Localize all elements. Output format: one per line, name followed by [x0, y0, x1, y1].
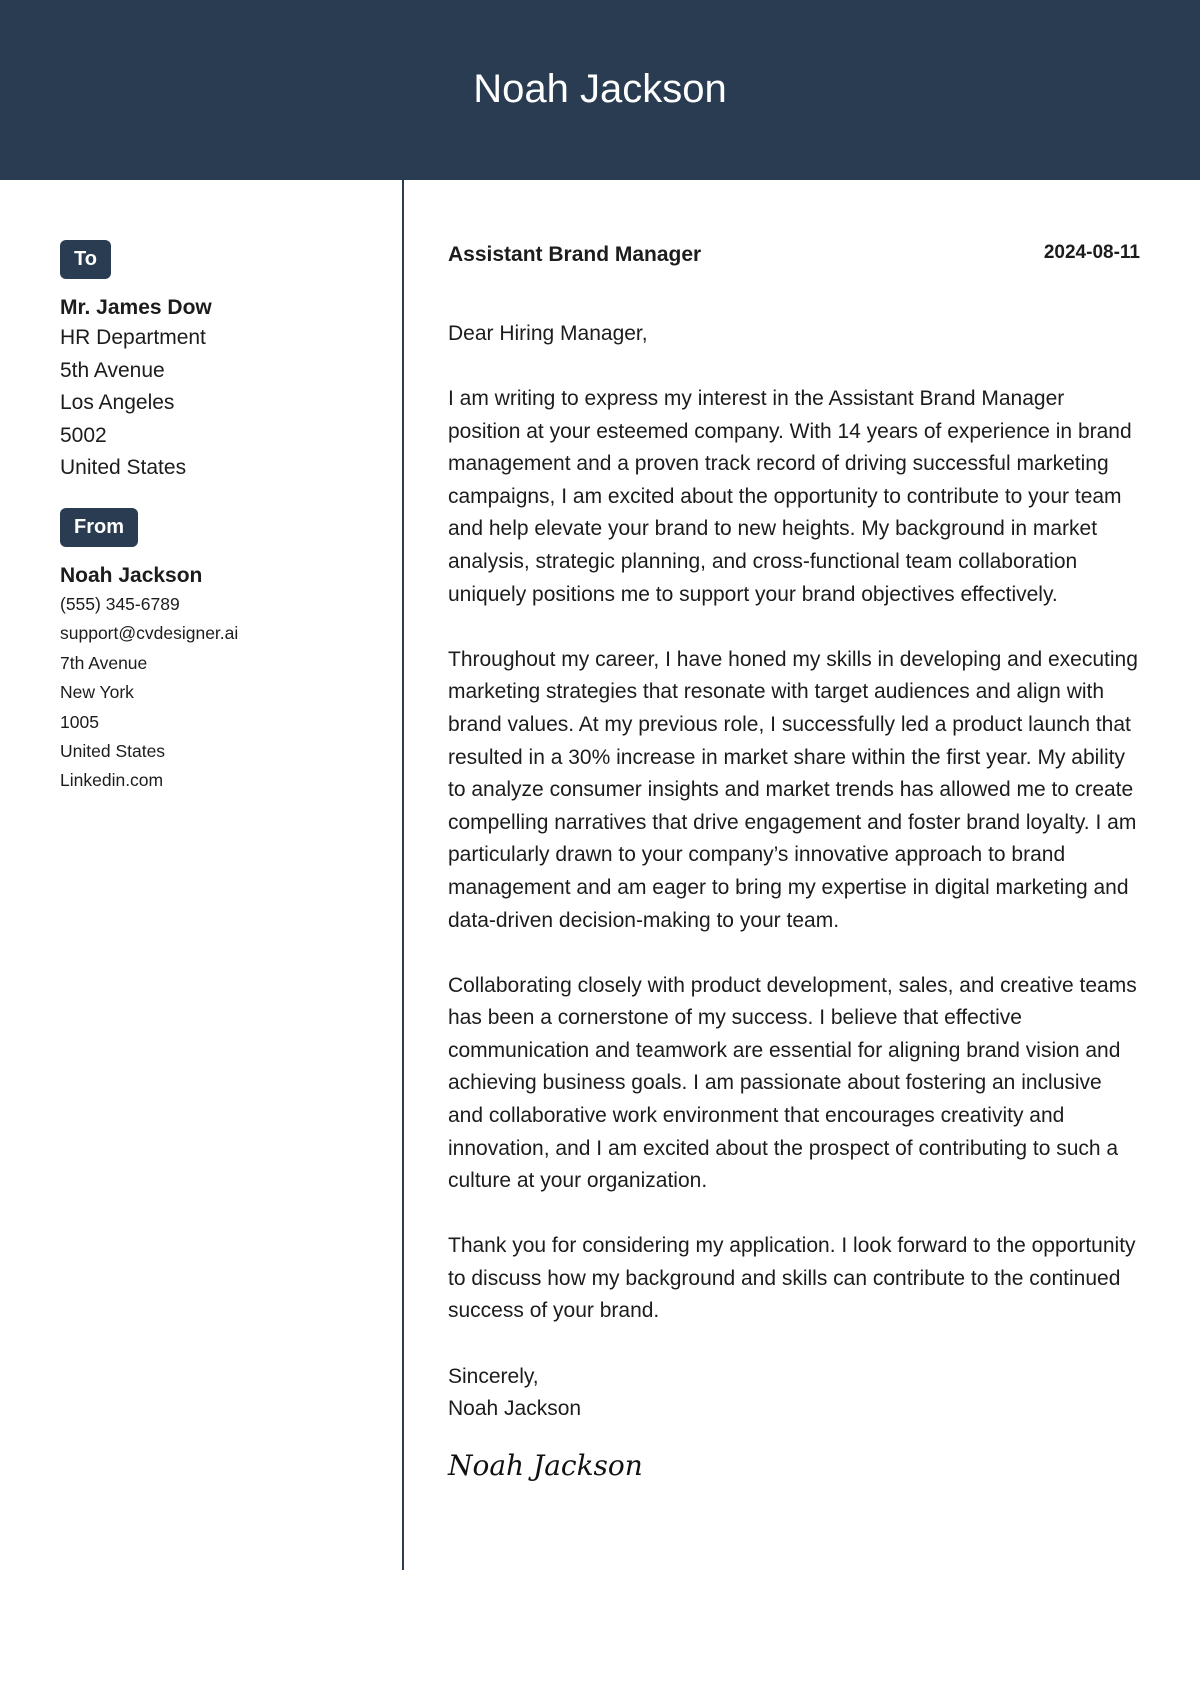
closing: Sincerely,: [448, 1364, 539, 1388]
from-badge: From: [60, 508, 138, 547]
page-header: [0, 0, 1200, 180]
sender-street: 7th Avenue: [60, 652, 148, 673]
sender-block: [60, 508, 380, 796]
sender-city: New York: [60, 682, 134, 703]
job-title: Assistant Brand Manager: [448, 243, 702, 266]
column-divider: [402, 180, 404, 1570]
sender-linkedin: Linkedin.com: [60, 770, 164, 791]
closing-name: Noah Jackson: [448, 1397, 582, 1421]
sidebar: [60, 240, 380, 796]
header-name: Noah Jackson: [473, 67, 727, 111]
letter-date: 2024-08-11: [1043, 242, 1140, 263]
sender-postal-code: 1005: [60, 711, 99, 732]
to-badge: To: [60, 240, 111, 279]
recipient-country: United States: [60, 456, 187, 480]
recipient-name: Mr. James Dow: [60, 296, 212, 319]
greeting: Dear Hiring Manager,: [448, 322, 648, 345]
recipient-block: [60, 240, 380, 485]
sender-email: support@cvdesigner.ai: [60, 623, 239, 644]
sender-phone: (555) 345-6789: [60, 593, 180, 614]
body-paragraph: I am writing to express my interest in the Assistant Brand Manager position at your esteemed company. With 14 years of experience in brand management and a proven track record of driving successful marketing campaigns, I am excited about the opportunity to contribute to your team and help elevate your brand to new heights. My background in market analysis, strategic planning, and cross-functional team collaboration uniquely positions me to support your brand objectives effectively.: [448, 387, 1132, 606]
recipient-street: 5th Avenue: [60, 358, 165, 382]
body-paragraph: Throughout my career, I have honed my skills in developing and executing marketing strategies that resonate with target audiences and align with brand values. At my previous role, I successfully led a product launch that resulted in a 30% increase in market share within the first year. My ability to analyze consumer insights and market trends has allowed me to create compelling narratives that drive engagement and foster brand loyalty. I am particularly drawn to your company’s innovative approach to brand management and am eager to bring my expertise in digital marketing and data-driven decision-making to your team.: [448, 647, 1138, 932]
recipient-department: HR Department: [60, 326, 206, 349]
recipient-postal-code: 5002: [60, 423, 107, 447]
letter-body: [448, 318, 1140, 1484]
sender-country: United States: [60, 741, 166, 761]
recipient-city: Los Angeles: [60, 391, 175, 415]
sender-name: Noah Jackson: [60, 563, 203, 587]
body-paragraph: Collaborating closely with product development, sales, and creative teams has been a cornerstone of my success. I believe that effective communication and teamwork are essential for aligning brand vision and achieving business goals. I am passionate about fostering an inclusive and collaborative work environment that encourages creativity and innovation, and I am excited about the prospect of contributing to such a culture at your organization.: [448, 973, 1137, 1193]
body-paragraph: Thank you for considering my application. I look forward to the opportunity to discuss how my background and skills can contribute to the continued success of your brand.: [448, 1234, 1136, 1323]
signature: Noah Jackson: [448, 1448, 643, 1482]
